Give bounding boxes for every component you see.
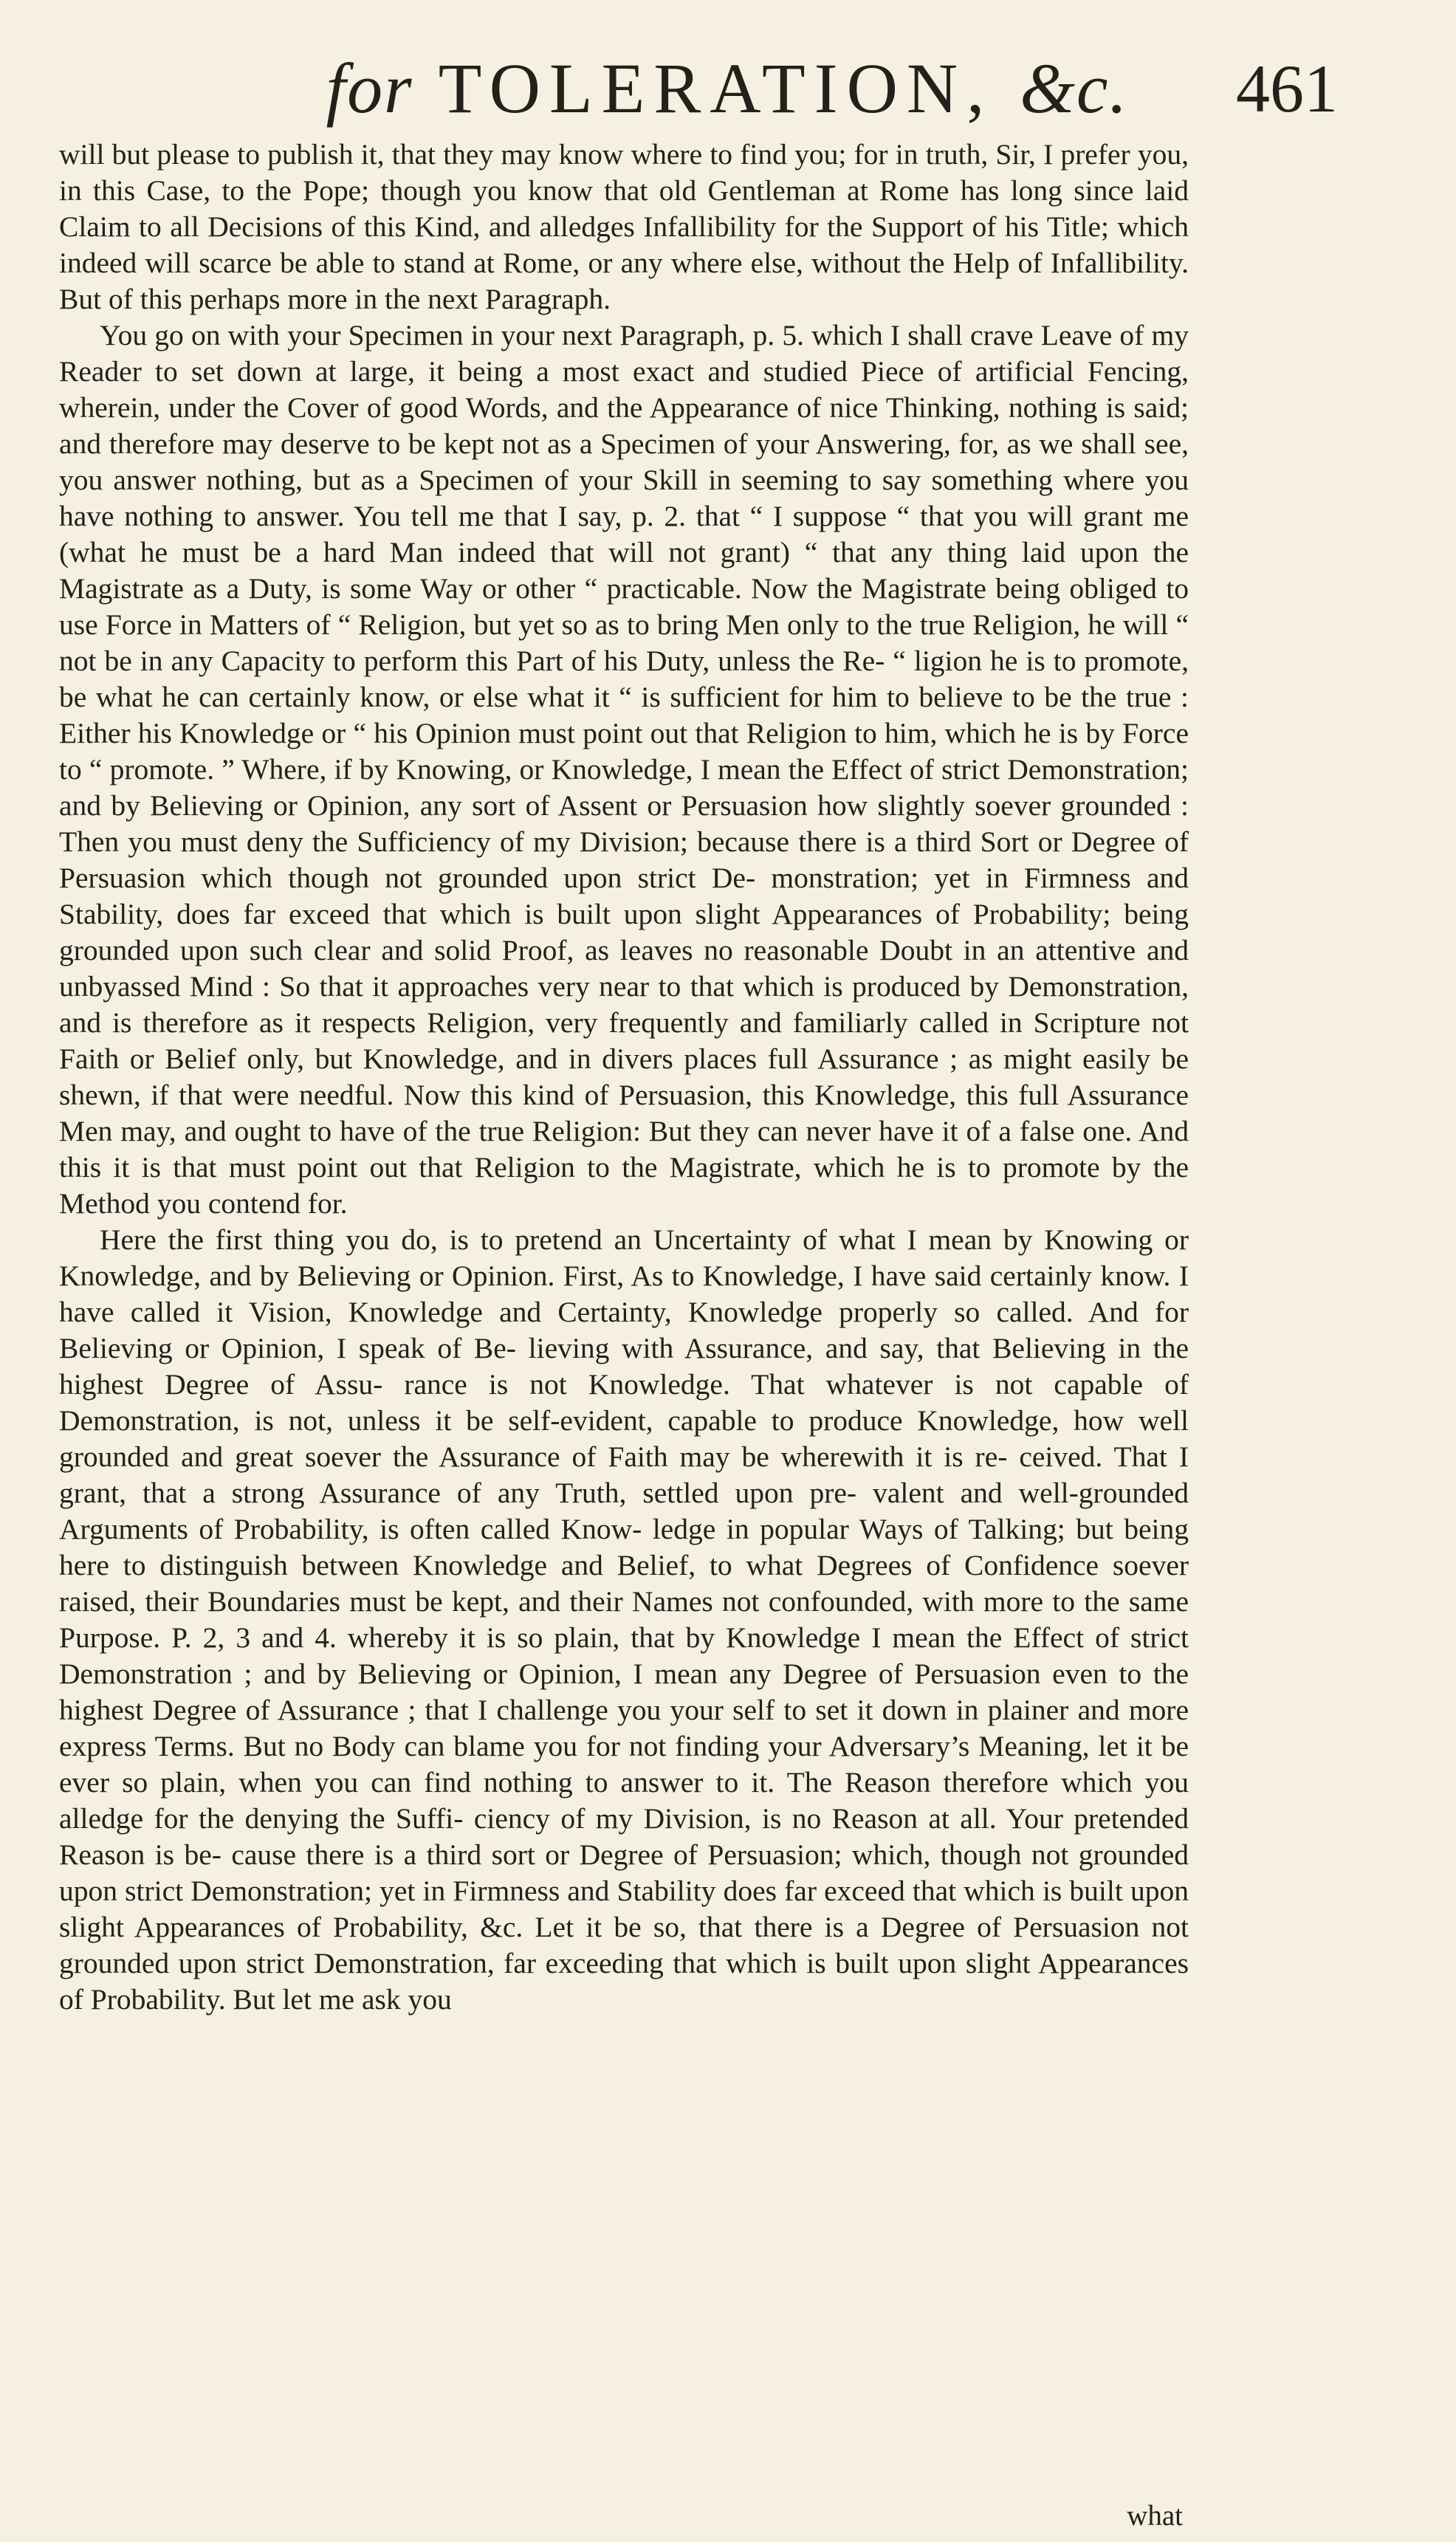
- paragraph-2: You go on with your Specimen in your next Paragraph, p. 5. which I shall crave Leave of my Reader to set down at large, it being a most exact and studied Piece of artificial Fencing, wherein, under the Cover of good Words, and the Appearance of nice Thinking, nothing is said; and therefore may deserve to be kept not as a Specimen of your Answering, for, as we shall see, you answer nothing, but as a Specimen of your Skill in seeming to say something where you have nothing to answer. You tell me that I say, p. 2. that “ I suppose “ that you will grant me (what he must be a hard Man indeed that will not grant) “ that any thing laid upon the Magistrate as a Duty, is some Way or other “ practicable. Now the Magistrate being obliged to use Force in Matters of “ Religion, but yet so as to bring Men only to the true Religion, he will “ not be in any Capacity to perform this Part of his Duty, unless the Re- “ ligion he is to promote, be what he can certainly know, or else what it “ is sufficient for him to believe to be the true : Either his Knowledge or “ his Opinion must point out that Religion to him, which he is by Force to “ promote. ” Where, if by Knowing, or Knowledge, I mean the Effect of strict Demonstration; and by Believing or Opinion, any sort of Assent or Persuasion how slightly soever grounded : Then you must deny the Sufficiency of my Division; because there is a third Sort or Degree of Persuasion which though not grounded upon strict De- monstration; yet in Firmness and Stability, does far exceed that which is built upon slight Appearances of Probability; being grounded upon such clear and solid Proof, as leaves no reasonable Doubt in an attentive and unbyassed Mind : So that it approaches very near to that which is produced by Demonstration, and is therefore as it respects Religion, very frequently and familiarly called in Scripture not Faith or Belief only, but Knowledge, and in divers places full Assurance ; as might easily be shewn, if that were needful. Now this kind of Persuasion, this Knowledge, this full Assurance Men may, and ought to have of the true Religion: But they can never have it of a false one. And this it is that must point out that Religion to the Magistrate, which he is to promote by the Method you contend for.: [59, 319, 1189, 1220]
- running-title: [273, 44, 1181, 133]
- body-text: [59, 137, 1189, 2018]
- running-header: [0, 44, 1456, 133]
- title-prefix: for: [326, 49, 413, 128]
- page-number: 461: [1236, 51, 1338, 126]
- catchword: what: [1127, 2500, 1183, 2532]
- title-suffix: &c.: [1020, 49, 1129, 128]
- title-main: TOLERATION,: [438, 49, 994, 128]
- paragraph-3: Here the first thing you do, is to pretend an Uncertainty of what I mean by Knowing or Knowledge, and by Believing or Opinion. First, As to Knowledge, I have said certainly know. I have called it Vision, Knowledge and Certainty, Knowledge properly so called. And for Believing or Opinion, I speak of Be- lieving with Assurance, and say, that Believing in the highest Degree of Assu- rance is not Knowledge. That whatever is not capable of Demonstration, is not, unless it be self-evident, capable to produce Knowledge, how well grounded and great soever the Assurance of Faith may be wherewith it is re- ceived. That I grant, that a strong Assurance of any Truth, settled upon pre- valent and well-grounded Arguments of Probability, is often called Know- ledge in popular Ways of Talking; but being here to distinguish between Knowledge and Belief, to what Degrees of Confidence soever raised, their Boundaries must be kept, and their Names not confounded, with more to the same Purpose. P. 2, 3 and 4. whereby it is so plain, that by Knowledge I mean the Effect of strict Demonstration ; and by Believing or Opinion, I mean any Degree of Persuasion even to the highest Degree of Assurance ; that I challenge you your self to set it down in plainer and more express Terms. But no Body can blame you for not finding your Adversary’s Meaning, let it be ever so plain, when you can find nothing to answer to it. The Reason therefore which you alledge for the denying the Suffi- ciency of my Division, is no Reason at all. Your pretended Reason is be- cause there is a third sort or Degree of Persuasion; which, though not grounded upon strict Demonstration; yet in Firmness and Stability does far exceed that which is built upon slight Appearances of Probability, &c. Let it be so, that there is a Degree of Persuasion not grounded upon strict Demonstration, far exceeding that which is built upon slight Appearances of Probability. But let me ask you: [59, 1223, 1189, 2016]
- paragraph-1: will but please to publish it, that they may know where to find you; for in truth, Sir, I prefer you, in this Case, to the Pope; though you know that old Gentleman at Rome has long since laid Claim to all Decisions of this Kind, and alledges Infallibility for the Support of his Title; which indeed will scarce be able to stand at Rome, or any where else, without the Help of Infallibility. But of this perhaps more in the next Paragraph.: [59, 138, 1189, 315]
